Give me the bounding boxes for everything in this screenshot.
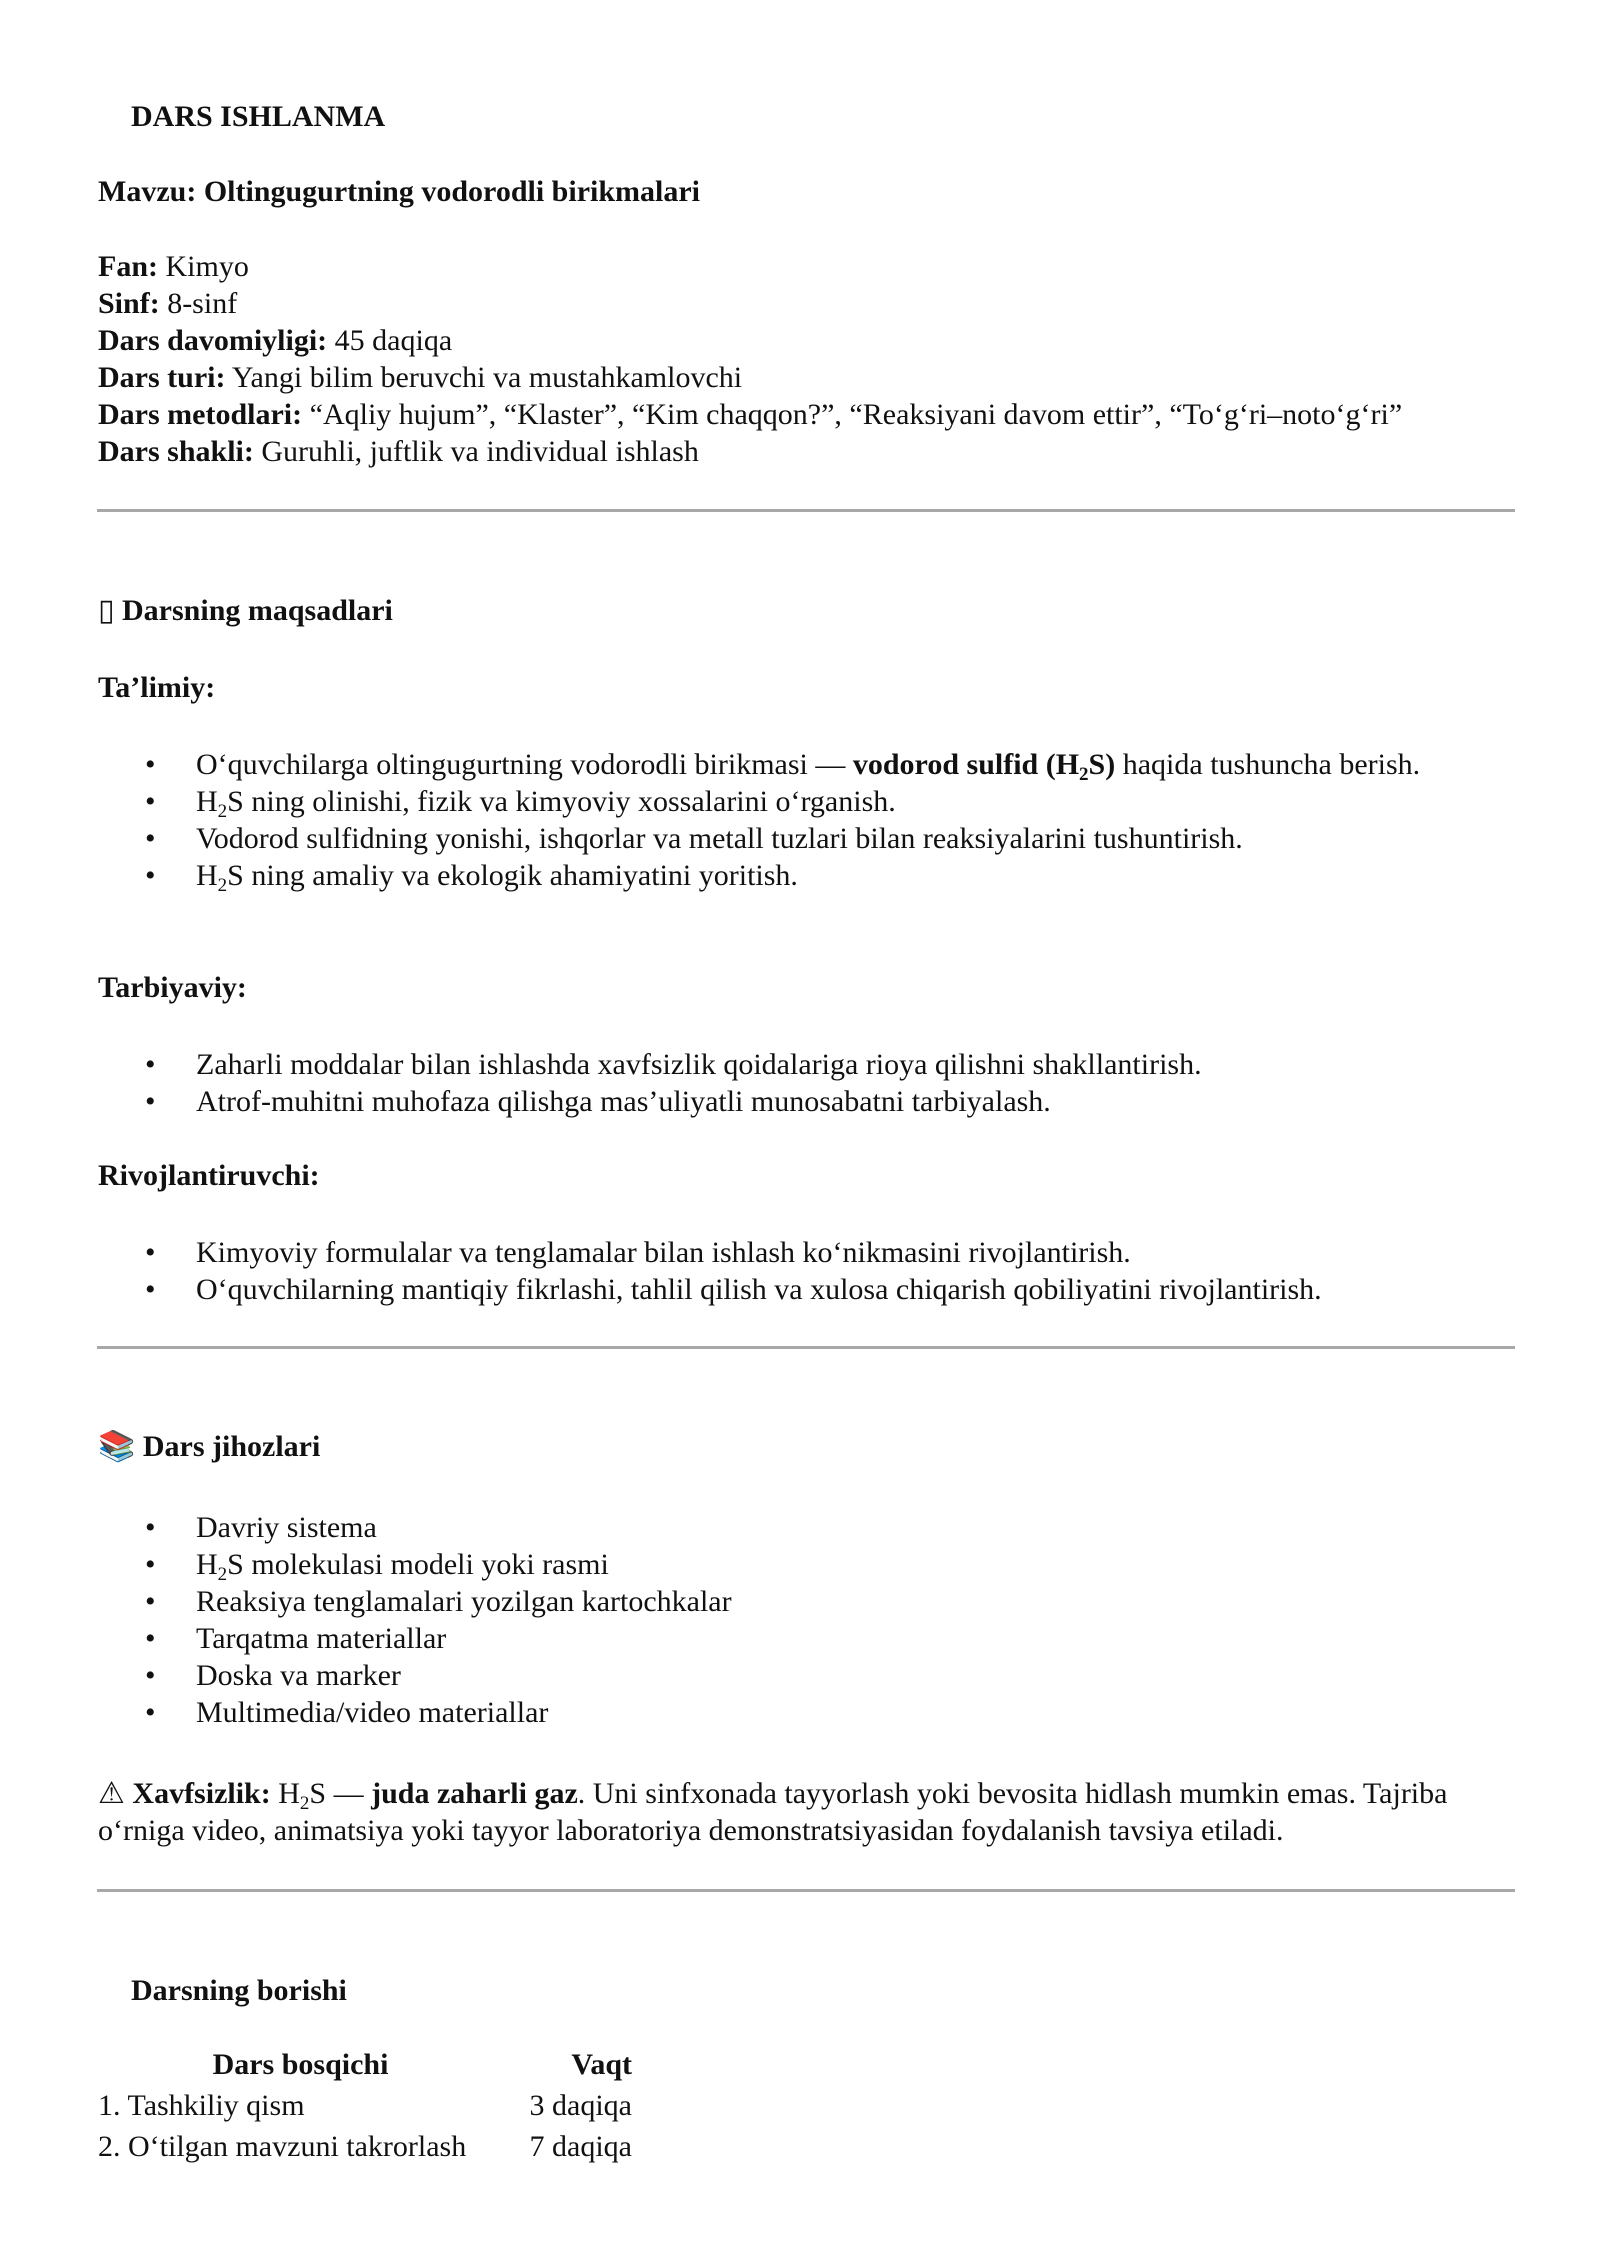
- divider: [97, 509, 1515, 512]
- list-item: • O‘quvchilarga oltingugurtning vodorodli birikmasi — vodorod sulfid $(H_2S)$ haqida tushuncha berish.: [98, 746, 1448, 783]
- warning-icon: ⚠: [98, 1777, 125, 1810]
- safety-note: ⚠ Xavfsizlik: $H_2S$ — juda zaharli gaz. Uni sinfxonada tayyorlash yoki bevosita hidlash mumkin emas. Tajriba o‘rniga video, animatsiya yoki tayyor laboratoriya demonstratsiyasidan foydalanish tavsiya etiladi.: [98, 1777, 1448, 1847]
- table-header-row: [96, 2044, 634, 2085]
- info-methods: Dars metodlari: “Aqliy hujum”, “Klaster”, “Kim chaqqon?”, “Reaksiyani davom ettir”, “To‘g‘ri–noto‘g‘ri”: [98, 398, 1403, 431]
- list-item: • Kimyoviy formulalar va tenglamalar bilan ishlash ko‘nikmasini rivojlantirish.: [98, 1234, 1518, 1271]
- divider: [97, 1346, 1515, 1349]
- list-item: • Multimedia/video materiallar: [98, 1694, 1518, 1731]
- list-item: • Tarqatma materiallar: [98, 1620, 1518, 1657]
- books-icon: 📚: [98, 1430, 136, 1463]
- list-item: • Zaharli moddalar bilan ishlashda xavfsizlik qoidalariga rioya qilishni shakllantirish.: [98, 1046, 1518, 1083]
- list-item: • Reaksiya tenglamalari yozilgan kartochkalar: [98, 1583, 1518, 1620]
- doc-title: DARS ISHLANMA: [131, 100, 386, 133]
- equipment-list: [98, 1509, 1518, 1731]
- column-header: Vaqt: [571, 2048, 632, 2081]
- info-form: Dars shakli: Guruhli, juftlik va individual ishlash: [98, 435, 699, 468]
- column-header: Dars bosqichi: [212, 2048, 389, 2081]
- tarbiyaviy-list: [98, 1046, 1518, 1120]
- info-duration: Dars davomiyligi: 45 daqiqa: [98, 324, 453, 357]
- goals-heading: ▯ Darsning maqsadlari: [98, 594, 393, 627]
- list-item: • $H_2S$ ning olinishi, fizik va kimyoviy xossalarini o‘rganish.: [98, 783, 1448, 820]
- missing-glyph-icon: ▯: [98, 594, 115, 627]
- info-type: Dars turi: Yangi bilim beruvchi va mustahkamlovchi: [98, 361, 743, 394]
- table-row: [96, 2085, 634, 2126]
- info-grade: Sinf: 8-sinf: [98, 287, 238, 320]
- table-cell: 3 daqiqa: [529, 2089, 632, 2122]
- rivojlantiruvchi-heading: Rivojlantiruvchi:: [98, 1159, 320, 1192]
- table-cell: 1. Tashkiliy qism: [98, 2089, 305, 2122]
- table-cell: 2. O‘tilgan mavzuni takrorlash: [98, 2130, 467, 2163]
- info-subject: Fan: Kimyo: [98, 250, 249, 283]
- talimiy-heading: Ta’limiy:: [98, 671, 216, 704]
- process-heading: Darsning borishi: [131, 1974, 347, 2007]
- table-row: [96, 2126, 634, 2167]
- list-item: • Doska va marker: [98, 1657, 1518, 1694]
- rivojlantiruvchi-list: [98, 1234, 1518, 1308]
- list-item: • Davriy sistema: [98, 1509, 1518, 1546]
- list-item: • O‘quvchilarning mantiqiy fikrlashi, tahlil qilish va xulosa chiqarish qobiliyatini rivojlantirish.: [98, 1271, 1518, 1308]
- topic-line: Mavzu: Oltingugurtning vodorodli birikmalari: [98, 175, 701, 208]
- list-item: • $H_2S$ molekulasi modeli yoki rasmi: [98, 1546, 1518, 1583]
- lesson-info: [98, 248, 1518, 470]
- divider: [97, 1889, 1515, 1892]
- list-item: • Vodorod sulfidning yonishi, ishqorlar va metall tuzlari bilan reaksiyalarini tushuntirish.: [98, 820, 1448, 857]
- tarbiyaviy-heading: Tarbiyaviy:: [98, 971, 247, 1004]
- table-cell: 7 daqiqa: [529, 2130, 632, 2163]
- talimiy-list: [98, 746, 1448, 894]
- equipment-heading: 📚 Dars jihozlari: [98, 1430, 321, 1463]
- process-table: [96, 2044, 634, 2167]
- list-item: • $H_2S$ ning amaliy va ekologik ahamiyatini yoritish.: [98, 857, 1448, 894]
- list-item: • Atrof-muhitni muhofaza qilishga mas’uliyatli munosabatni tarbiyalash.: [98, 1083, 1518, 1120]
